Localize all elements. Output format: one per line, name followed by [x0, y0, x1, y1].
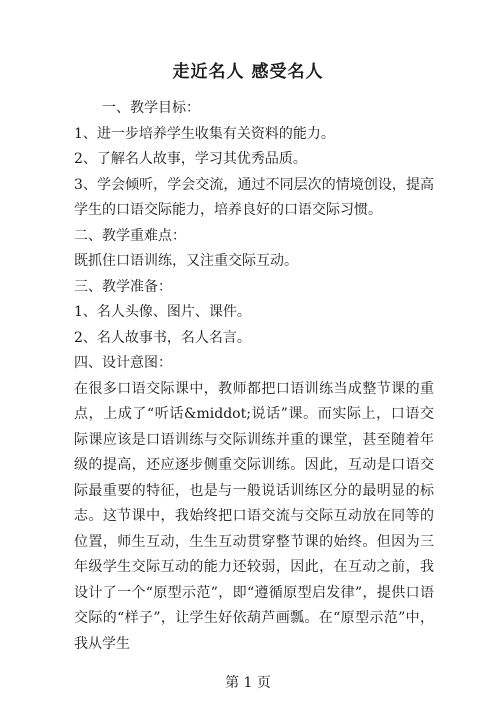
section-heading-design-intent: 四、设计意图：: [74, 355, 172, 371]
document-title: 走近名人 感受名人: [172, 62, 324, 82]
document-body: [74, 96, 434, 657]
section-heading-key-points: 二、教学重难点：: [74, 227, 186, 244]
preparation-item-1: 1、名人头像、图片、课件。: [74, 304, 251, 320]
objective-item-2: 2、了解名人故事，学习其优秀品质。: [74, 151, 307, 167]
design-intent-text: 在很多口语交际课中，教师都把口语训练当成整节课的重点，上成了“听话&middot;说话”课。而实际上，口语交际课应该是口语训练与交际训练并重的课堂，甚至随着年级的提高，还应逐步侧重交际训练。因此，互动是口语交际最重要的特征，也是与一般说话训练区分的最明显的标志。这节课中，我始终把口语交流与交际互动放在同等的位置，师生互动，生生互动贯穿整节课的始终。但因为三年级学生交际互动的能力还较弱，因此，在互动之前，我设计了一个“原型示范”，即“遵循原型启发律”，提供口语交际的“样子”，让学生好依葫芦画瓢。在“原型示范”中，我从学生: [74, 380, 434, 652]
objective-item-3: 3、学会倾听，学会交流，通过不同层次的情境创设，提高学生的口语交际能力，培养良好的口语交际习惯。: [74, 176, 434, 218]
key-points-text: 既抓住口语训练，又注重交际互动。: [74, 253, 298, 269]
section-heading-preparation: 三、教学准备：: [74, 278, 172, 295]
section-heading-objectives: 一、教学目标：: [102, 100, 200, 116]
objective-item-1: 1、进一步培养学生收集有关资料的能力。: [74, 125, 335, 142]
preparation-item-2: 2、名人故事书，名人名言。: [74, 329, 251, 346]
page-number: 第 1 页: [225, 675, 271, 691]
